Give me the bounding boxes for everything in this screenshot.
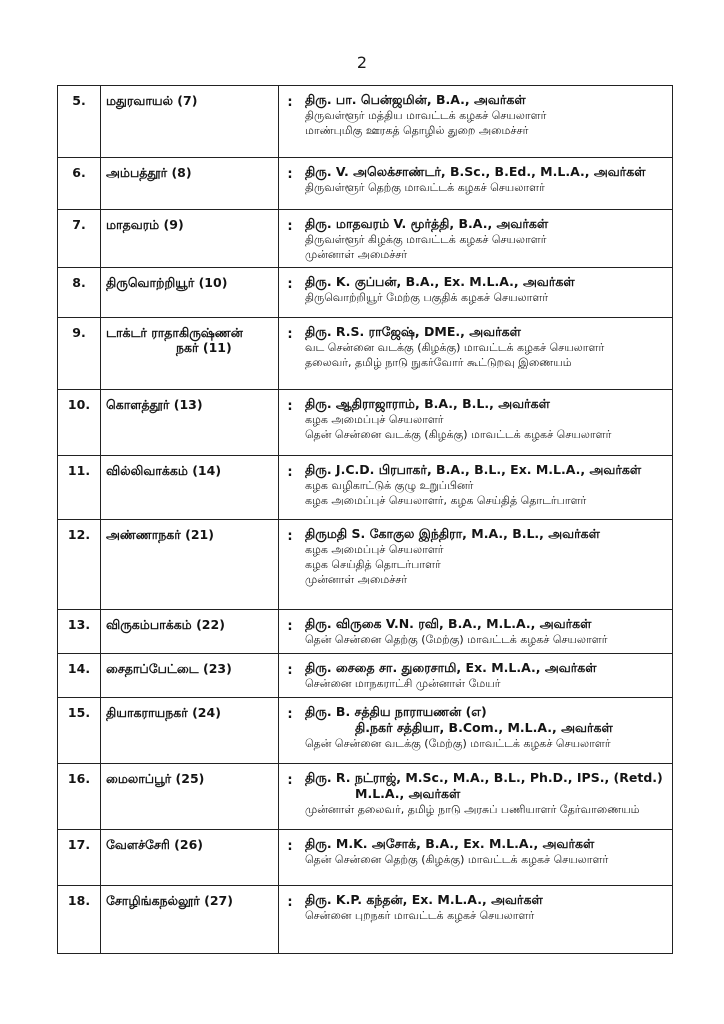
colon-separator: :: [279, 210, 302, 268]
serial-number: 12.: [58, 520, 101, 610]
details-cell: [301, 268, 673, 318]
colon-separator: :: [279, 698, 302, 764]
constituency-name: வேளச்சேரி (26): [106, 837, 204, 852]
designation-line: வட சென்னை வடக்கு (கிழக்கு) மாவட்டக் கழகச் செயலாளர்: [305, 341, 605, 354]
constituency-name: வில்லிவாக்கம் (14): [106, 463, 222, 478]
table-row: [58, 456, 673, 520]
constituency-name-line2: நகர் (11): [176, 340, 232, 355]
table-row: [58, 520, 673, 610]
designation-line: திருவள்ளூர் மத்திய மாவட்டக் கழகச் செயலாளர்: [305, 109, 547, 122]
person-name: திரு. B. சத்திய நாராயணன் (எ): [305, 704, 487, 719]
details-cell: [301, 654, 673, 698]
table-row: [58, 158, 673, 210]
person-name: திரு. R. நட்ராஜ், M.Sc., M.A., B.L., Ph.D., IPS., (Retd.): [305, 770, 663, 785]
colon-separator: :: [279, 390, 302, 456]
details-cell: [301, 86, 673, 158]
colon-separator: :: [279, 318, 302, 390]
designation-line: கழக அமைப்புச் செயலாளர்: [305, 413, 444, 426]
colon-separator: :: [279, 520, 302, 610]
serial-number: 6.: [58, 158, 101, 210]
details-cell: [301, 698, 673, 764]
constituency-name: மதுரவாயல் (7): [106, 93, 198, 108]
table-row: [58, 610, 673, 654]
table-row: [58, 210, 673, 268]
serial-number: 15.: [58, 698, 101, 764]
designation-line: மாண்புமிகு ஊரகத் தொழில் துறை அமைச்சர்: [305, 124, 529, 137]
person-name: திரு. K. குப்பன், B.A., Ex. M.L.A., அவர்கள்: [305, 274, 575, 289]
constituency-name: கொளத்தூர் (13): [106, 397, 203, 412]
table-row: [58, 830, 673, 886]
constituency-cell: [101, 830, 279, 886]
details-cell: [301, 764, 673, 830]
designation-line: திருவள்ளூர் தெற்கு மாவட்டக் கழகச் செயலாளர்: [305, 181, 545, 194]
designation-line: கழக அமைப்புச் செயலாளர், கழக செய்தித் தொடர்பாளர்: [305, 494, 587, 507]
serial-number: 5.: [58, 86, 101, 158]
details-cell: [301, 610, 673, 654]
constituency-cell: [101, 268, 279, 318]
colon-separator: :: [279, 764, 302, 830]
table-row: [58, 390, 673, 456]
colon-separator: :: [279, 830, 302, 886]
constituency-name: அம்பத்தூர் (8): [106, 165, 192, 180]
constituency-cell: [101, 610, 279, 654]
person-name: திரு. R.S. ராஜேஷ், DME., அவர்கள்: [305, 324, 521, 339]
details-cell: [301, 520, 673, 610]
colon-separator: :: [279, 610, 302, 654]
constituency-cell: [101, 654, 279, 698]
constituency-name: திருவொற்றியூர் (10): [106, 275, 228, 290]
constituency-cell: [101, 390, 279, 456]
designation-line: தென் சென்னை தெற்கு (மேற்கு) மாவட்டக் கழகச் செயலாளர்: [305, 633, 608, 646]
designation-line: தென் சென்னை தெற்கு (கிழக்கு) மாவட்டக் கழகச் செயலாளர்: [305, 853, 609, 866]
details-cell: [301, 456, 673, 520]
person-name: திரு. சைதை சா. துரைசாமி, Ex. M.L.A., அவர்கள்: [305, 660, 597, 675]
designation-line: கழக அமைப்புச் செயலாளர்: [305, 543, 444, 556]
constituency-name: தியாகராயநகர் (24): [106, 705, 221, 720]
serial-number: 16.: [58, 764, 101, 830]
designation-line: முன்னாள் அமைச்சர்: [305, 248, 408, 261]
page-number: 2: [356, 53, 368, 72]
serial-number: 10.: [58, 390, 101, 456]
constituency-table: [57, 85, 673, 954]
designation-line: சென்னை புறநகர் மாவட்டக் கழகச் செயலாளர்: [305, 909, 535, 922]
person-name: திரு. ஆதிராஜாராம், B.A., B.L., அவர்கள்: [305, 396, 550, 411]
constituency-name: அண்ணாநகர் (21): [106, 527, 214, 542]
constituency-cell: [101, 886, 279, 954]
constituency-cell: [101, 698, 279, 764]
constituency-name: சோழிங்கநல்லூர் (27): [106, 893, 233, 908]
constituency-cell: [101, 86, 279, 158]
details-cell: [301, 390, 673, 456]
colon-separator: :: [279, 886, 302, 954]
constituency-name: டாக்டர் ராதாகிருஷ்ணன்: [106, 325, 243, 340]
serial-number: 13.: [58, 610, 101, 654]
details-cell: [301, 158, 673, 210]
colon-separator: :: [279, 654, 302, 698]
designation-line: தென் சென்னை வடக்கு (கிழக்கு) மாவட்டக் கழகச் செயலாளர்: [305, 428, 612, 441]
serial-number: 14.: [58, 654, 101, 698]
constituency-name: விருகம்பாக்கம் (22): [106, 617, 225, 632]
table-row: [58, 86, 673, 158]
table-row: [58, 764, 673, 830]
constituency-cell: [101, 158, 279, 210]
person-name-line2: M.L.A., அவர்கள்: [355, 786, 461, 801]
person-name: திரு. J.C.D. பிரபாகர், B.A., B.L., Ex. M.L.A., அவர்கள்: [305, 462, 642, 477]
serial-number: 11.: [58, 456, 101, 520]
serial-number: 8.: [58, 268, 101, 318]
serial-number: 7.: [58, 210, 101, 268]
designation-line: முன்னாள் அமைச்சர்: [305, 573, 408, 586]
constituency-cell: [101, 456, 279, 520]
table-row: [58, 268, 673, 318]
person-name: திருமதி S. கோகுல இந்திரா, M.A., B.L., அவர்கள்: [305, 526, 600, 541]
designation-line: கழக வழிகாட்டுக் குழு உறுப்பினர்: [305, 479, 474, 492]
person-name: திரு. மாதவரம் V. மூர்த்தி, B.A., அவர்கள்: [305, 216, 549, 231]
constituency-cell: [101, 318, 279, 390]
constituency-cell: [101, 764, 279, 830]
person-name: திரு. பா. பென்ஜமின், B.A., அவர்கள்: [305, 92, 526, 107]
colon-separator: :: [279, 456, 302, 520]
table-row: [58, 886, 673, 954]
person-name: திரு. V. அலெக்சாண்டர், B.Sc., B.Ed., M.L.A., அவர்கள்: [305, 164, 646, 179]
designation-line: தென் சென்னை வடக்கு (மேற்கு) மாவட்டக் கழகச் செயலாளர்: [305, 737, 611, 750]
details-cell: [301, 210, 673, 268]
table-row: [58, 698, 673, 764]
serial-number: 17.: [58, 830, 101, 886]
designation-line: சென்னை மாநகராட்சி முன்னாள் மேயர்: [305, 677, 501, 690]
serial-number: 9.: [58, 318, 101, 390]
serial-number: 18.: [58, 886, 101, 954]
constituency-name: மைலாப்பூர் (25): [106, 771, 205, 786]
details-cell: [301, 318, 673, 390]
details-cell: [301, 830, 673, 886]
person-name: திரு. M.K. அசோக், B.A., Ex. M.L.A., அவர்கள்: [305, 836, 595, 851]
person-name: திரு. விருகை V.N. ரவி, B.A., M.L.A., அவர்கள்: [305, 616, 592, 631]
colon-separator: :: [279, 268, 302, 318]
constituency-name: சைதாப்பேட்டை (23): [106, 661, 232, 676]
colon-separator: :: [279, 86, 302, 158]
constituency-cell: [101, 520, 279, 610]
constituency-cell: [101, 210, 279, 268]
table-row: [58, 654, 673, 698]
person-name: திரு. K.P. கந்தன், Ex. M.L.A., அவர்கள்: [305, 892, 543, 907]
designation-line: கழக செய்தித் தொடர்பாளர்: [305, 558, 441, 571]
designation-line: திருவள்ளூர் கிழக்கு மாவட்டக் கழகச் செயலாளர்: [305, 233, 547, 246]
details-cell: [301, 886, 673, 954]
designation-line: தலைவர், தமிழ் நாடு நுகர்வோர் கூட்டுறவு இணையம்: [305, 356, 572, 369]
designation-line: முன்னாள் தலைவர், தமிழ் நாடு அரசுப் பணியாளர் தேர்வாணையம்: [305, 803, 640, 816]
person-name-line2: தி.நகர் சத்தியா, B.Com., M.L.A., அவர்கள்: [355, 720, 613, 735]
constituency-name: மாதவரம் (9): [106, 217, 184, 232]
colon-separator: :: [279, 158, 302, 210]
table-row: [58, 318, 673, 390]
designation-line: திருவொற்றியூர் மேற்கு பகுதிக் கழகச் செயலாளர்: [305, 291, 549, 304]
